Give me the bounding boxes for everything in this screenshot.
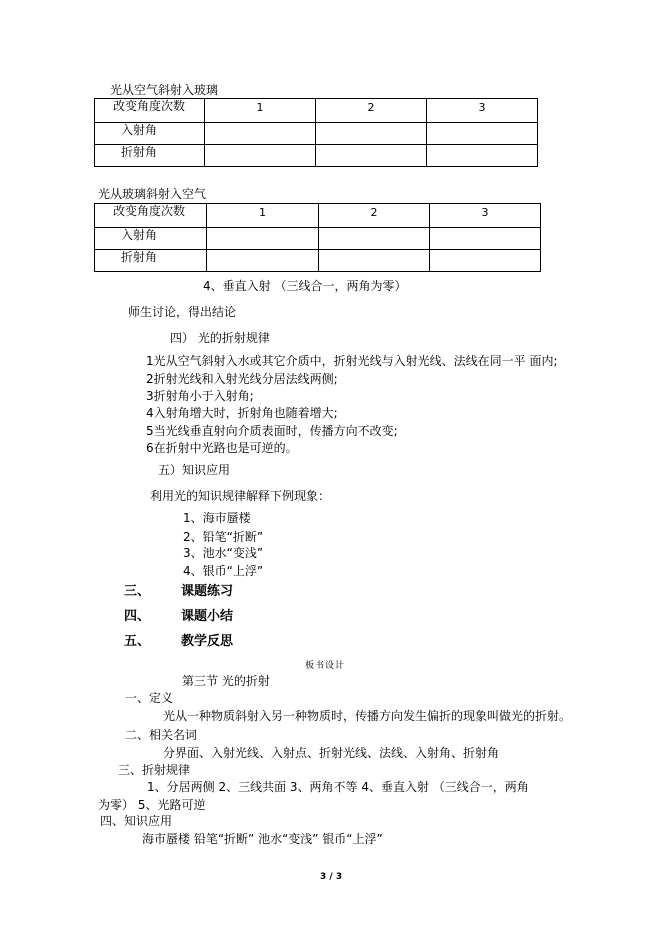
law-line: 为零） 5、光路可逆 <box>98 798 206 812</box>
table-header-cell: 3 <box>430 204 541 228</box>
table-header-cell: 2 <box>319 204 430 228</box>
table-cell <box>430 250 541 272</box>
heading-summary: 课题小结 <box>181 609 234 624</box>
table-row <box>95 123 538 145</box>
table2-caption: 光从玻璃斜射入空气 <box>98 187 207 201</box>
phenomenon-item: 3、池水“变浅” <box>183 546 264 560</box>
rule-item: 4入射角增大时，折射角也随着增大; <box>146 406 338 420</box>
row-label: 入射角 <box>95 228 207 250</box>
row-label: 折射角 <box>95 145 205 167</box>
rule-item: 2折射光线和入射光线分居法线两侧; <box>146 372 338 386</box>
table-header-cell: 2 <box>316 99 427 123</box>
phenomenon-item: 2、铅笔“折断” <box>183 530 264 544</box>
rule-item: 5当光线垂直射向介质表面时，传播方向不改变; <box>146 424 398 438</box>
row-label: 入射角 <box>95 123 205 145</box>
heading-number: 五、 <box>124 634 151 649</box>
heading-number: 三、 <box>124 584 151 599</box>
table-cell <box>319 228 430 250</box>
phenomenon-item: 1、海市蜃楼 <box>183 511 251 525</box>
section5-intro: 利用光的知识规律解释下例现象： <box>150 489 331 503</box>
heading-number: 四、 <box>124 609 151 624</box>
table-row <box>95 145 538 167</box>
section5-title: 五）知识应用 <box>158 463 231 477</box>
table-header-cell: 1 <box>207 204 319 228</box>
rule-item: 3折射角小于入射角; <box>146 389 254 403</box>
table-row <box>95 228 541 250</box>
application-text: 海市蜃楼 铅笔“折断” 池水“变浅” 银币“上浮” <box>142 832 383 846</box>
law-line: 1、分居两侧 2、三线共面 3、两角不等 4、垂直入射 （三线合一，两角 <box>147 780 529 794</box>
definition-title: 一、定义 <box>125 691 174 705</box>
board-subtitle: 第三节 光的折射 <box>182 674 270 688</box>
table-row <box>95 250 541 272</box>
page-number: 3 / 3 <box>320 872 343 882</box>
table1-caption: 光从空气斜射入玻璃 <box>110 83 219 97</box>
heading-practice: 课题练习 <box>181 584 234 599</box>
table-header-cell: 改变角度次数 <box>95 204 207 228</box>
board-title: 板书设计 <box>305 661 346 671</box>
table-cell <box>207 228 319 250</box>
table2 <box>94 203 541 272</box>
table-cell <box>205 145 316 167</box>
heading-reflection: 教学反思 <box>181 634 234 649</box>
law-title: 三、折射规律 <box>118 763 191 777</box>
table-cell <box>427 123 538 145</box>
table-header-cell: 1 <box>205 99 316 123</box>
table-row <box>95 204 541 228</box>
table-cell <box>319 250 430 272</box>
table1 <box>94 98 538 167</box>
discussion-line: 师生讨论，得出结论 <box>128 305 237 319</box>
phenomenon-item: 4、银币“上浮” <box>183 564 264 578</box>
table-cell <box>316 123 427 145</box>
table-cell <box>207 250 319 272</box>
terms-title: 二、相关名词 <box>125 728 198 742</box>
table-cell <box>316 145 427 167</box>
rule-item: 1光从空气斜射入水或其它介质中，折射光线与入射光线、法线在同一平 面内; <box>146 354 558 368</box>
table-cell <box>430 228 541 250</box>
table-cell <box>427 145 538 167</box>
vertical-incidence-item: 4、垂直入射 （三线合一，两角为零） <box>203 279 407 293</box>
table-row <box>95 99 538 123</box>
table-header-cell: 改变角度次数 <box>95 99 205 123</box>
application-title: 四、知识应用 <box>100 814 173 828</box>
rule-item: 6在折射中光路也是可逆的。 <box>146 441 298 455</box>
terms-text: 分界面、入射光线、入射点、折射光线、法线、入射角、折射角 <box>163 746 500 760</box>
definition-text: 光从一种物质斜射入另一种物质时，传播方向发生偏折的现象叫做光的折射。 <box>163 709 572 723</box>
section4-title: 四） 光的折射规律 <box>170 331 270 345</box>
table-cell <box>205 123 316 145</box>
row-label: 折射角 <box>95 250 207 272</box>
table-header-cell: 3 <box>427 99 538 123</box>
